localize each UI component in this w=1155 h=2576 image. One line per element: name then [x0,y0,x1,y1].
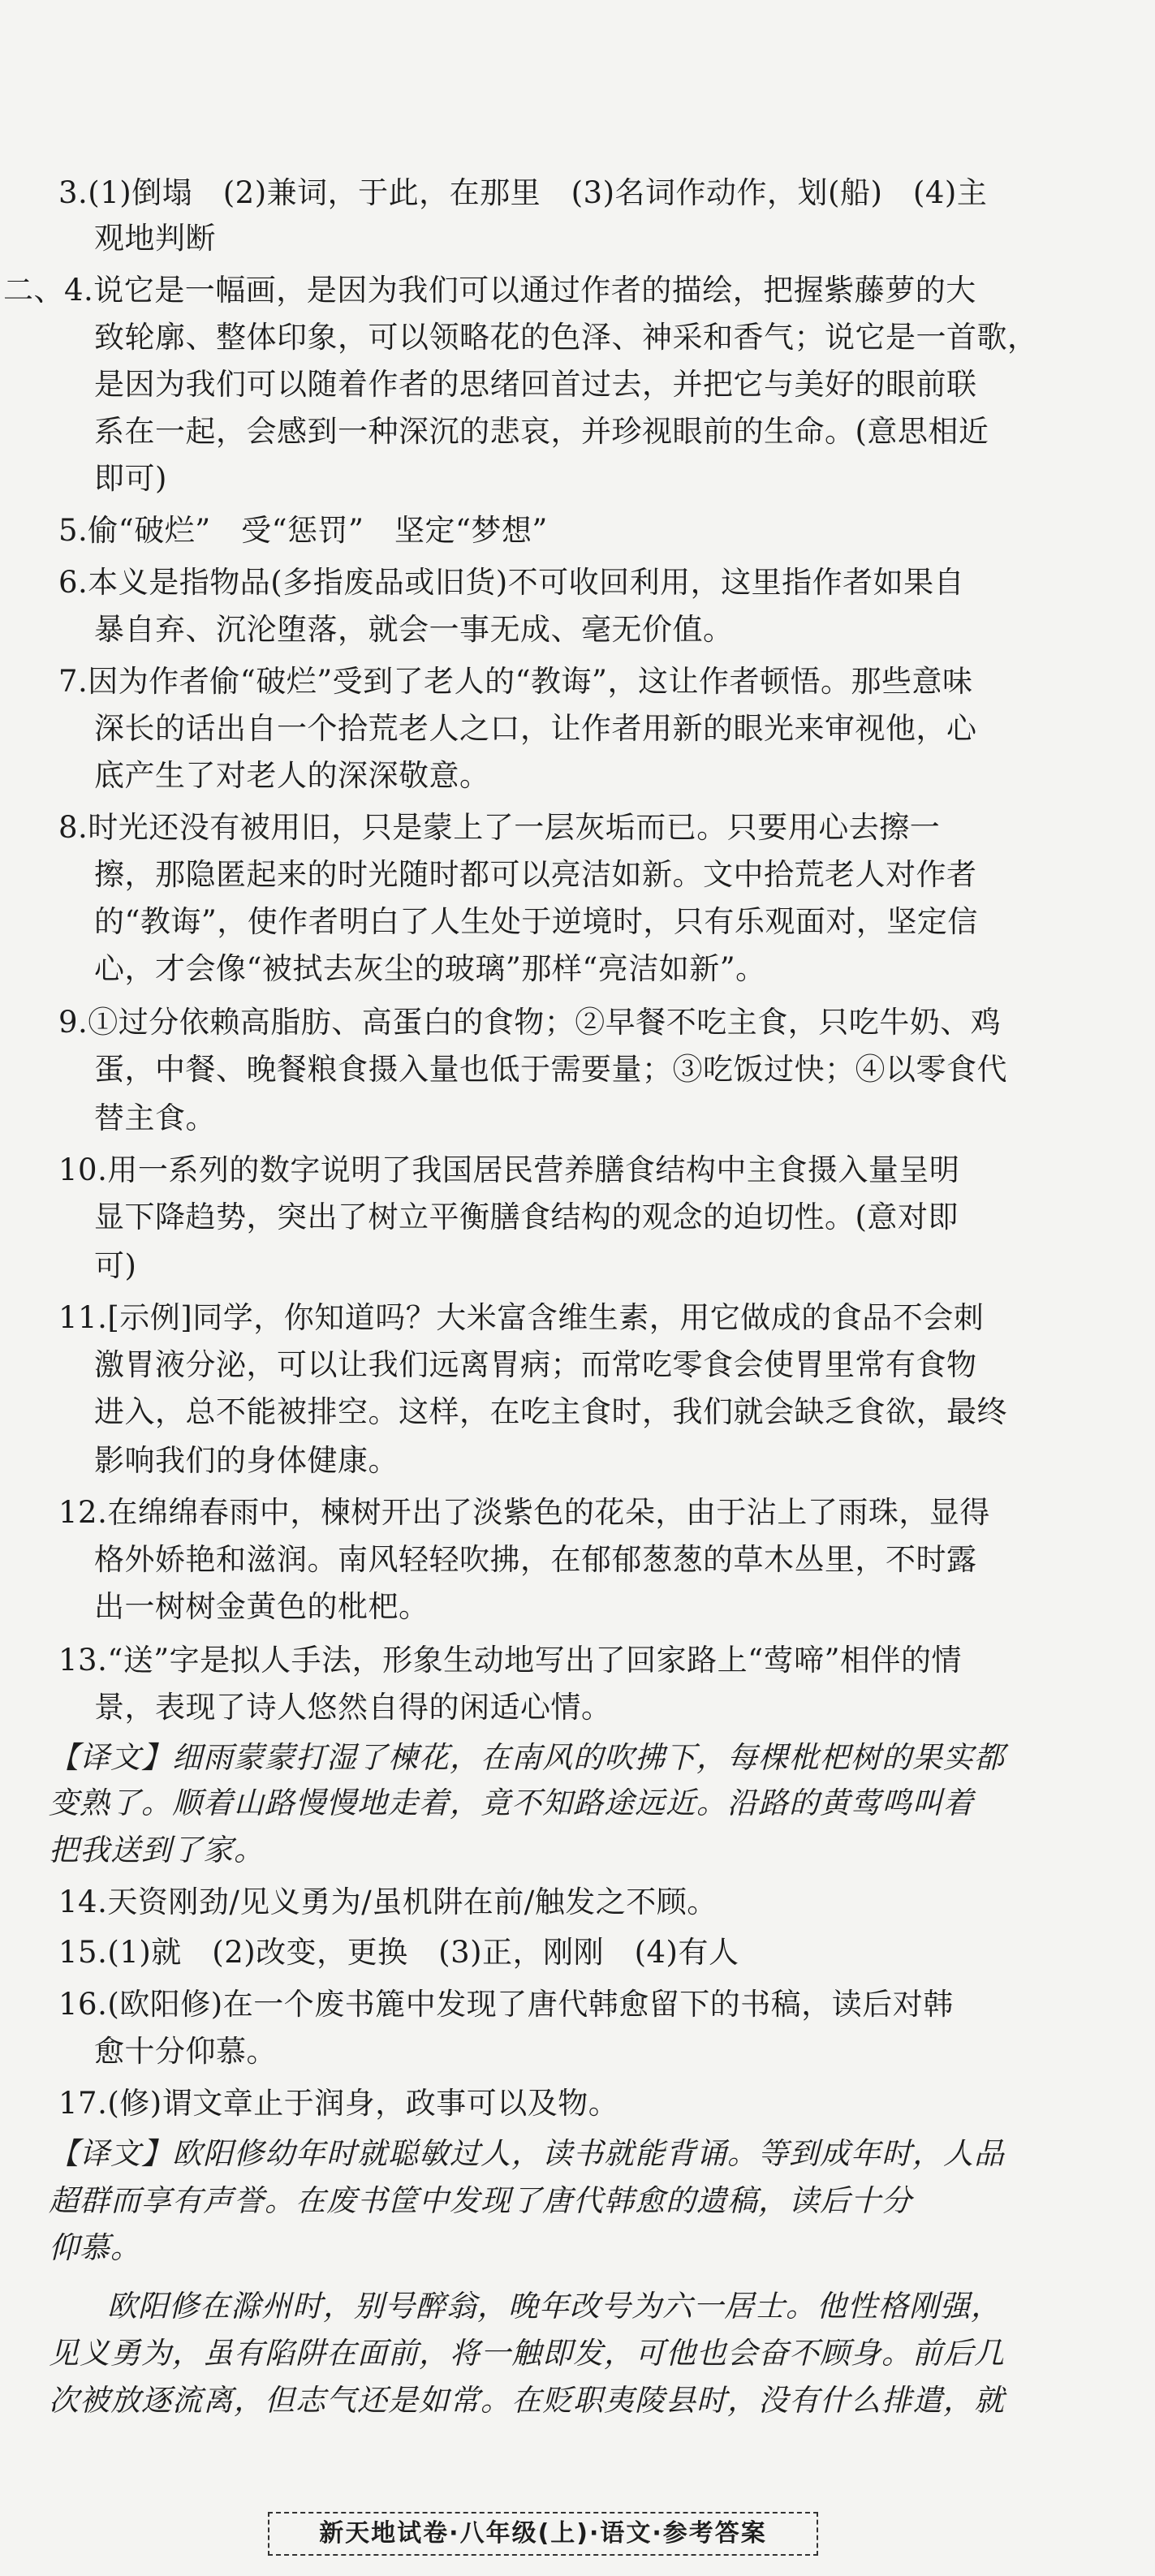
translation-line: 把我送到了家。 [49,1833,265,1867]
text-line: 是因为我们可以随着作者的思绪回首过去，并把它与美好的眼前联 [94,367,977,402]
text-line: 10.用一系列的数字说明了我国居民营养膳食结构中主食摄入量呈明 [58,1152,960,1187]
text-line: 景，表现了诗人悠然自得的闲适心情。 [94,1690,612,1725]
text-line: 格外娇艳和滋润。南风轻轻吹拂，在郁郁葱葱的草木丛里，不时露 [94,1542,977,1577]
text-line: 进入，总不能被排空。这样，在吃主食时，我们就会缺乏食欲，最终 [94,1394,1007,1429]
text-line: 12.在绵绵春雨中，楝树开出了淡紫色的花朵，由于沾上了雨珠，显得 [58,1495,990,1530]
footer-label: 新天地试卷·八年级(上)·语文·参考答案 [268,2512,818,2556]
text-line: 激胃液分泌，可以让我们远离胃病；而常吃零食会使胃里常有食物 [94,1347,977,1382]
translation-line: 【译文】细雨蒙蒙打湿了楝花，在南风的吹拂下，每棵枇杷树的果实都 [49,1740,1005,1775]
text-line: 底产生了对老人的深深敬意。 [94,758,490,793]
translation-line: 见义勇为，虽有陷阱在面前，将一触即发，可他也会奋不顾身。前后几 [49,2336,1005,2371]
text-line: 替主食。 [94,1101,216,1135]
text-line: 深长的话出自一个拾荒老人之口，让作者用新的眼光来审视他，心 [94,711,977,746]
text-line: 出一树树金黄色的枇杷。 [94,1589,429,1624]
text-line: 心，才会像“被拭去灰尘的玻璃”那样“亮洁如新”。 [94,951,766,986]
text-line: 15.(1)就 (2)改变，更换 (3)正，刚刚 (4)有人 [58,1935,739,1970]
text-line: 观地判断 [94,221,216,256]
text-line: 显下降趋势，突出了树立平衡膳食结构的观念的迫切性。(意对即 [94,1200,959,1234]
text-line: 系在一起，会感到一种深沉的悲哀，并珍视眼前的生命。(意思相近 [94,414,989,449]
translation-line: 欧阳修在滁州时，别号醉翁，晚年改号为六一居士。他性格刚强， [107,2289,1002,2324]
text-line: 11.[示例]同学，你知道吗？大米富含维生素，用它做成的食品不会刺 [58,1300,985,1335]
translation-line: 变熟了。顺着山路慢慢地走着，竟不知路途远近。沿路的黄莺鸣叫着 [49,1786,974,1820]
text-line: 16.(欧阳修)在一个废书簏中发现了唐代韩愈留下的书稿，读后对韩 [58,1987,954,2022]
text-line: 8.时光还没有被用旧，只是蒙上了一层灰垢而已。只要用心去擦一 [58,810,941,845]
translation-line: 仰慕。 [49,2230,141,2265]
text-line: 7.因为作者偷“破烂”受到了老人的“教诲”，这让作者顿悟。那些意味 [58,664,973,699]
text-line: 暴自弃、沉沦堕落，就会一事无成、毫无价值。 [94,612,734,647]
text-line: 即可) [94,461,167,496]
text-line: 17.(修)谓文章止于润身，政事可以及物。 [58,2086,619,2121]
text-line: 愈十分仰慕。 [94,2034,277,2069]
text-line: 影响我们的身体健康。 [94,1443,399,1478]
text-line: 5.偷“破烂” 受“惩罚” 坚定“梦想” [58,513,548,548]
text-line: 擦，那隐匿起来的时光随时都可以亮洁如新。文中拾荒老人对作者 [94,857,977,892]
text-line: 14.天资刚劲/见义勇为/虽机阱在前/触发之不顾。 [58,1885,718,1919]
text-line: 蛋，中餐、晚餐粮食摄入量也低于需要量；③吃饭过快；④以零食代 [94,1052,1007,1087]
text-line: 可) [94,1248,137,1283]
text-line: 致轮廓、整体印象，可以领略花的色泽、神采和香气；说它是一首歌， [94,320,1038,355]
text-line: 3.(1)倒塌 (2)兼词，于此，在那里 (3)名词作动作，划(船) (4)主 [58,175,988,210]
text-line: 13.“送”字是拟人手法，形象生动地写出了回家路上“莺啼”相伴的情 [58,1643,963,1678]
text-line: 二、4.说它是一幅画，是因为我们可以通过作者的描绘，把握紫藤萝的大 [3,273,976,308]
translation-line: 超群而享有声誉。在废书筐中发现了唐代韩愈的遗稿，读后十分 [49,2183,912,2218]
text-line: 9.①过分依赖高脂肪、高蛋白的食物；②早餐不吃主食，只吃牛奶、鸡 [58,1005,1002,1040]
text-line: 6.本义是指物品(多指废品或旧货)不可收回利用，这里指作者如果自 [58,565,965,600]
translation-line: 【译文】欧阳修幼年时就聪敏过人，读书就能背诵。等到成年时，人品 [49,2136,1005,2171]
translation-line: 次被放逐流离，但志气还是如常。在贬职夷陵县时，没有什么排遣，就 [49,2383,1005,2418]
text-line: 的“教诲”，使作者明白了人生处于逆境时，只有乐观面对，坚定信 [94,904,978,939]
